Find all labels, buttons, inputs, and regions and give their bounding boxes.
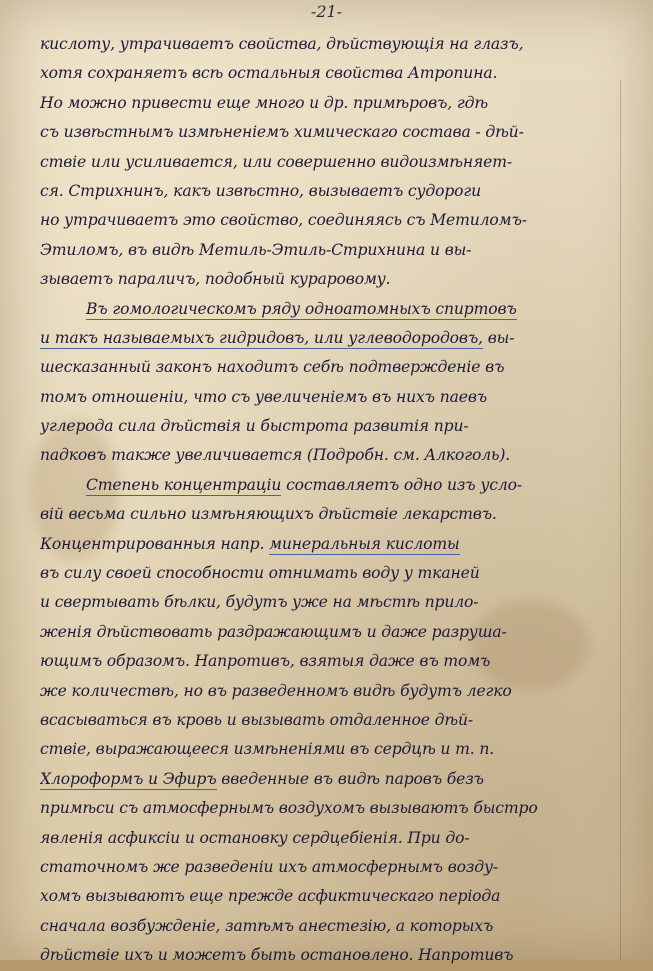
text-run: хотя сохраняетъ всѣ остальныя свойства Атропина. — [40, 64, 498, 83]
text-line — [40, 353, 630, 382]
text-line — [40, 177, 630, 206]
text-run: составляетъ одно изъ усло- — [281, 475, 522, 494]
text-line — [40, 206, 630, 235]
text-line — [40, 30, 630, 59]
text-run: хомъ вызываютъ еще прежде асфиктическаго періода — [40, 887, 501, 906]
text-line — [40, 824, 630, 853]
text-run: но утрачиваетъ это свойство, соединяясь съ Метиломъ- — [40, 211, 527, 230]
underlined-phrase: Хлороформъ и Эфиръ — [40, 769, 217, 788]
text-run: статочномъ же разведеніи ихъ атмосфернымъ возду- — [40, 857, 498, 876]
text-run: углерода сила дѣйствія и быстрота развитія при- — [40, 417, 469, 436]
underlined-phrase: Степень концентраціи — [86, 475, 282, 494]
handwritten-text-block — [40, 30, 630, 971]
text-run: всасываться въ кровь и вызывать отдаленное дѣй- — [40, 710, 473, 729]
text-line — [40, 882, 630, 911]
text-run: сначала возбужденіе, затѣмъ анестезію, а которыхъ — [40, 916, 494, 935]
text-line — [40, 941, 630, 970]
text-line — [40, 89, 630, 118]
text-line — [40, 265, 630, 294]
text-line — [40, 471, 630, 500]
text-line — [40, 677, 630, 706]
text-run: ствіе, выражающееся измѣненіями въ сердцѣ и т. п. — [40, 740, 495, 759]
text-run: Концентрированныя напр. — [40, 534, 270, 553]
text-line — [40, 735, 630, 764]
text-run: зываетъ параличъ, подобный кураровому. — [40, 270, 391, 289]
text-line — [40, 324, 630, 353]
text-run: примѣси съ атмосфернымъ воздухомъ вызываютъ быстро — [40, 799, 538, 818]
text-line — [40, 647, 630, 676]
text-run: ющимъ образомъ. Напротивъ, взятыя даже въ томъ — [40, 652, 491, 671]
text-line — [40, 853, 630, 882]
text-run: вы- — [482, 328, 515, 347]
text-run: ся. Стрихнинъ, какъ извѣстно, вызываетъ судороги — [40, 181, 482, 200]
text-run: съ извѣстнымъ измѣненіемъ химическаго состава - дѣй- — [40, 123, 524, 142]
text-line — [40, 118, 630, 147]
text-line — [40, 618, 630, 647]
text-run: въ силу своей способности отнимать воду у тканей — [40, 564, 480, 583]
text-run: ствіе или усиливается, или совершенно видоизмѣняет- — [40, 152, 513, 171]
text-line — [40, 530, 630, 559]
text-line — [40, 412, 630, 441]
underlined-phrase: минеральныя кислоты — [269, 534, 460, 553]
text-run: томъ отношеніи, что съ увеличеніемъ въ нихъ паевъ — [40, 387, 488, 406]
underlined-phrase: и такъ называемыхъ гидридовъ, или углеводородовъ, — [40, 328, 483, 347]
text-line — [40, 59, 630, 88]
text-line — [40, 383, 630, 412]
text-run: дѣйствіе ихъ и можетъ быть остановлено. Напротивъ — [40, 946, 514, 965]
text-line — [40, 441, 630, 470]
text-run: Но можно привести еще много и др. примѣровъ, гдѣ — [40, 93, 488, 112]
text-run: вій весьма сильно измѣняющихъ дѣйствіе лекарствъ. — [40, 505, 497, 524]
page-number: -21- — [310, 2, 343, 21]
underlined-phrase: Въ гомологическомъ ряду одноатомныхъ спиртовъ — [86, 299, 517, 318]
text-run: введенные въ видѣ паровъ безъ — [216, 769, 484, 788]
text-run: шесказанный законъ находитъ себѣ подтвержденіе въ — [40, 358, 505, 377]
text-run: Этиломъ, въ видѣ Метиль-Этиль-Стрихнина и вы- — [40, 240, 472, 259]
text-line — [40, 559, 630, 588]
text-run: кислоту, утрачиваетъ свойства, дѣйствующія на глазъ, — [40, 35, 524, 53]
text-line — [40, 706, 630, 735]
text-line — [40, 794, 630, 823]
text-run: явленія асфиксіи и остановку сердцебіенія. При до- — [40, 828, 470, 847]
text-line — [40, 912, 630, 941]
text-line — [40, 765, 630, 794]
text-line — [40, 295, 630, 324]
text-line — [40, 148, 630, 177]
text-run: и свертывать бѣлки, будутъ уже на мѣстѣ прило- — [40, 593, 479, 612]
text-line — [40, 500, 630, 529]
text-run: падковъ также увеличивается (Подробн. см. Алкоголь). — [40, 446, 511, 465]
text-line — [40, 236, 630, 265]
text-line — [40, 588, 630, 617]
text-run: же количествѣ, но въ разведенномъ видѣ будутъ легко — [40, 681, 512, 700]
text-run: женія дѣйствовать раздражающимъ и даже разруша- — [40, 622, 507, 641]
